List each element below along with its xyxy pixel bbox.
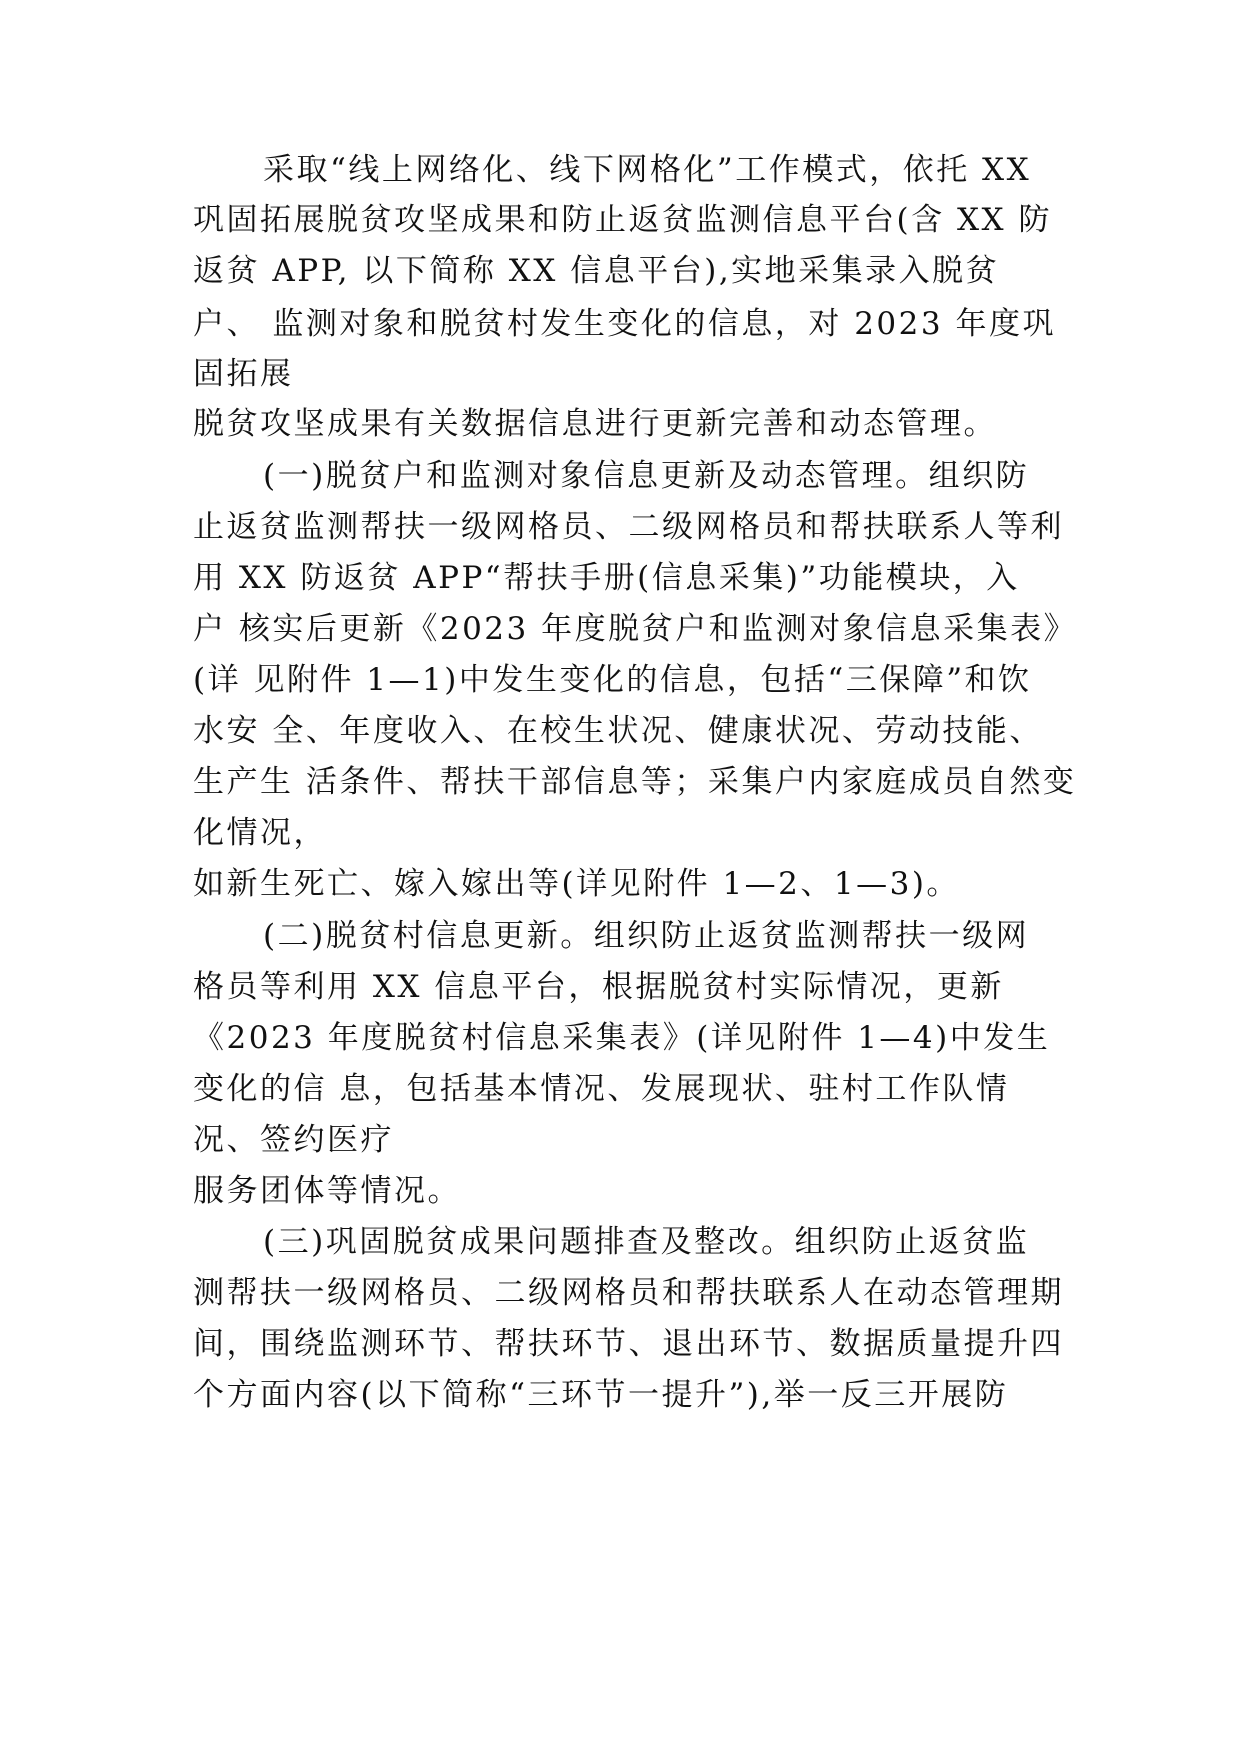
text-line: 采取“线上网络化、线下网格化”工作模式，依托 XX	[263, 152, 1032, 188]
text-line: 测帮扶一级网格员、二级网格员和帮扶联系人在动态管理期	[193, 1275, 1064, 1311]
text-line: 用 XX 防返贫 APP“帮扶手册(信息采集)”功能模块，入	[193, 560, 1020, 596]
text-line: 户 核实后更新《2023 年度脱贫户和监测对象信息采集表》	[193, 611, 1078, 647]
text-line: 变化的信 息，包括基本情况、发展现状、驻村工作队情	[193, 1071, 1010, 1107]
text-line: 户、 监测对象和脱贫村发生变化的信息，对 2023 年度巩	[193, 306, 1056, 342]
text-line: 水安 全、年度收入、在校生状况、健康状况、劳动技能、	[193, 713, 1043, 749]
text-line: 个方面内容(以下简称“三环节一提升”),举一反三开展防	[193, 1377, 1009, 1413]
text-line: 如新生死亡、嫁入嫁出等(详见附件 1—2、1—3)。	[193, 866, 960, 902]
text-line: 况、签约医疗	[193, 1122, 394, 1158]
text-line: 化情况，	[193, 815, 327, 851]
text-line: 止返贫监测帮扶一级网格员、二级网格员和帮扶联系人等利	[193, 509, 1064, 545]
text-line: 《2023 年度脱贫村信息采集表》(详见附件 1—4)中发生	[193, 1020, 1051, 1056]
section-paragraph-start: (二)脱贫村信息更新。组织防止返贫监测帮扶一级网	[263, 918, 1030, 954]
section-paragraph-start: (一)脱贫户和监测对象信息更新及动态管理。组织防	[263, 458, 1030, 494]
text-line: 返贫 APP, 以下简称 XX 信息平台),实地采集录入脱贫	[193, 253, 1000, 289]
section-paragraph-start: (三)巩固脱贫成果问题排查及整改。组织防止返贫监	[263, 1224, 1030, 1260]
text-line: 固拓展	[193, 356, 294, 392]
text-line: (详 见附件 1—1)中发生变化的信息，包括“三保障”和饮	[193, 662, 1032, 698]
text-line: 服务团体等情况。	[193, 1173, 461, 1209]
text-line: 生产生 活条件、帮扶干部信息等；采集户内家庭成员自然变	[193, 764, 1077, 800]
text-line: 格员等利用 XX 信息平台，根据脱贫村实际情况，更新	[193, 969, 1004, 1005]
text-line: 脱贫攻坚成果有关数据信息进行更新完善和动态管理。	[193, 406, 997, 442]
text-line: 间，围绕监测环节、帮扶环节、退出环节、数据质量提升四	[193, 1326, 1064, 1362]
text-line: 巩固拓展脱贫攻坚成果和防止返贫监测信息平台(含 XX 防	[193, 202, 1052, 238]
